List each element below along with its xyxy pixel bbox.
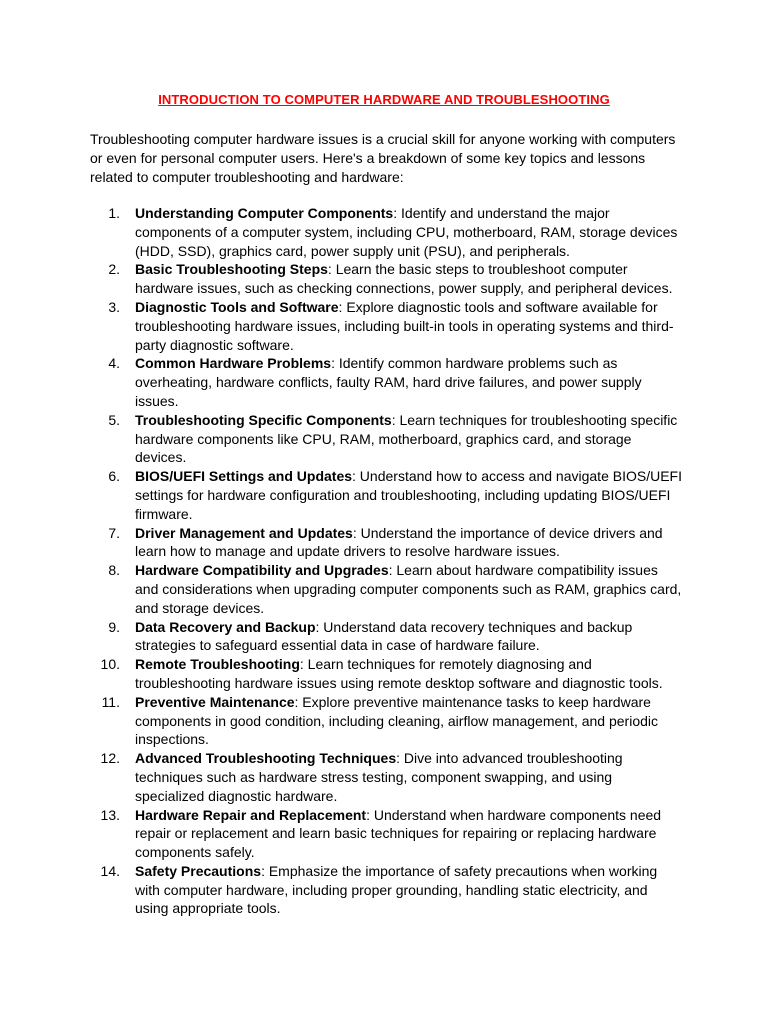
list-item-number: 11. <box>101 693 120 710</box>
list-item-term: Data Recovery and Backup <box>135 618 316 635</box>
list-item-number: 8. <box>108 562 120 579</box>
list-item-text: : Learn about hardware compatibility issues and considerations when upgrading computer components such as RAM, graphics card, and storage devices. <box>135 562 682 616</box>
list-item-term: Common Hardware Problems <box>135 355 332 372</box>
list-item-term: Safety Precautions <box>135 862 262 879</box>
list-item-term: Driver Management and Updates <box>135 524 353 541</box>
list-item-number: 7. <box>108 524 120 541</box>
list-item-text: : Understand how to access and navigate BIOS/UEFI settings for hardware configuration and troubleshooting, including updating BIOS/UEFI firmware. <box>135 468 682 522</box>
list-item-text: : Understand when hardware components need repair or replacement and learn basic techniques for repairing or replacing hardware components safely. <box>135 806 662 861</box>
list-item-body <box>135 862 682 918</box>
list-item <box>90 298 682 354</box>
list-item-text: : Identify common hardware problems such as overheating, hardware conflicts, faulty RAM, hard drive failures, and power supply issues. <box>135 355 642 409</box>
list-item-term: Hardware Compatibility and Upgrades <box>135 562 389 579</box>
list-item <box>90 655 682 693</box>
list-item-body <box>135 561 682 617</box>
list-item <box>90 411 682 467</box>
list-item-number-cell <box>90 204 135 260</box>
list-item-body <box>135 260 682 298</box>
list-item-number: 3. <box>108 298 120 315</box>
list-item-body <box>135 693 682 749</box>
list-item-term: Understanding Computer Components <box>135 205 394 221</box>
list-item-term: Troubleshooting Specific Components <box>135 411 392 428</box>
list-item-body <box>135 354 682 410</box>
list-item <box>90 204 682 260</box>
list-item-number: 12. <box>100 750 120 767</box>
list-item-body <box>135 749 682 805</box>
list-item <box>90 467 682 523</box>
list-item-text: : Understand the importance of device drivers and learn how to manage and update drivers to resolve hardware issues. <box>135 524 663 560</box>
list-item-term: Hardware Repair and Replacement <box>135 806 367 823</box>
list-item-number-cell <box>90 467 135 523</box>
list-item <box>90 618 682 656</box>
list-item <box>90 806 682 862</box>
list-item-number: 1. <box>108 205 120 221</box>
list-item-number-cell <box>90 260 135 298</box>
list-item-term: Diagnostic Tools and Software <box>135 298 339 315</box>
list-item-body <box>135 298 682 354</box>
list-item-body <box>135 806 682 862</box>
list-item-number-cell <box>90 693 135 749</box>
list-item-body <box>135 467 682 523</box>
list-item-number-cell <box>90 524 135 562</box>
list-item <box>90 693 682 749</box>
list-item-text: : Emphasize the importance of safety precautions when working with computer hardware, including proper grounding, handling static electricity, and using appropriate tools. <box>135 862 658 917</box>
list-item-body <box>135 204 682 260</box>
intro-paragraph: Troubleshooting computer hardware issues is a crucial skill for anyone working with computers or even for personal computer users. Here's a breakdown of some key topics and lessons related to computer troubleshooting and hardware: <box>90 131 676 185</box>
list-item-term: BIOS/UEFI Settings and Updates <box>135 468 353 485</box>
list-item-number: 5. <box>108 411 120 428</box>
list-item-number-cell <box>90 806 135 862</box>
list-item-body <box>135 524 682 562</box>
list-item-text: : Learn techniques for troubleshooting specific hardware components like CPU, RAM, motherboard, graphics card, and storage devices. <box>135 411 678 466</box>
list-item-text: : Dive into advanced troubleshooting techniques such as hardware stress testing, component swapping, and using specialized diagnostic hardware. <box>135 750 623 804</box>
list-item-number: 4. <box>108 355 120 372</box>
list-item-term: Preventive Maintenance <box>135 693 295 710</box>
list-item-number-cell <box>90 862 135 918</box>
list-item-number: 10. <box>100 656 120 673</box>
list-item <box>90 354 682 410</box>
list-item <box>90 749 682 805</box>
list-item-text: : Learn the basic steps to troubleshoot computer hardware issues, such as checking connections, power supply, and peripheral devices. <box>135 261 673 297</box>
list-item-number-cell <box>90 655 135 693</box>
list-item-number-cell <box>90 411 135 467</box>
list-item-number-cell <box>90 749 135 805</box>
topic-list <box>90 204 682 918</box>
list-item-text: : Explore diagnostic tools and software available for troubleshooting hardware issues, including built-in tools in operating systems and third-party diagnostic software. <box>135 298 674 353</box>
list-item-term: Remote Troubleshooting <box>135 656 300 673</box>
list-item <box>90 862 682 918</box>
list-item-number: 6. <box>108 468 120 485</box>
list-item-number-cell <box>90 354 135 410</box>
list-item-body <box>135 411 682 467</box>
list-item <box>90 524 682 562</box>
list-item-number: 13. <box>100 806 120 823</box>
list-item-text: : Identify and understand the major components of a computer system, including CPU, motherboard, RAM, storage devices (HDD, SSD), graphics card, power supply unit (PSU), and peripherals. <box>135 205 678 259</box>
list-item-term: Basic Troubleshooting Steps <box>135 261 328 278</box>
list-item-number: 9. <box>108 618 120 635</box>
list-item-text: : Explore preventive maintenance tasks to keep hardware components in good condition, including cleaning, airflow management, and periodic inspections. <box>135 693 658 748</box>
list-item-text: : Learn techniques for remotely diagnosing and troubleshooting hardware issues using remote desktop software and diagnostic tools. <box>135 656 663 691</box>
list-item <box>90 260 682 298</box>
list-item-number-cell <box>90 618 135 656</box>
list-item <box>90 561 682 617</box>
list-item-number-cell <box>90 561 135 617</box>
list-item-body <box>135 618 682 656</box>
list-item-term: Advanced Troubleshooting Techniques <box>135 750 397 767</box>
list-item-number: 14. <box>100 862 120 879</box>
document-title: INTRODUCTION TO COMPUTER HARDWARE AND TROUBLESHOOTING <box>158 92 610 107</box>
list-item-body <box>135 655 682 693</box>
list-item-number-cell <box>90 298 135 354</box>
list-item-number: 2. <box>108 261 120 278</box>
list-item-text: : Understand data recovery techniques and backup strategies to safeguard essential data in case of hardware failure. <box>135 618 633 654</box>
